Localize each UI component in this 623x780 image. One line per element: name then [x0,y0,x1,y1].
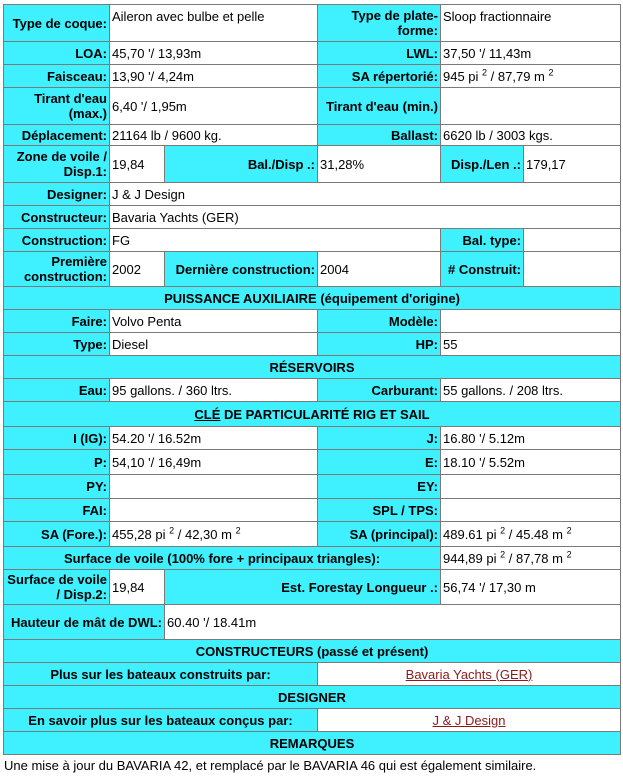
loa-value: 45,70 '/ 13,93m [109,41,318,65]
displacement-value: 21164 lb / 9600 kg. [109,124,318,146]
sail-area-total-value: 944,89 pi $^2$ / 87,78 m $^2$ [440,546,621,570]
hp-value: 55 [440,332,621,356]
designer-more-cell [317,708,621,732]
builder-label: Constructeur: [3,205,110,229]
water-label: Eau: [3,378,110,402]
sa-disp1-value: 19,84 [109,145,165,183]
construction-value: FG [109,228,441,252]
hull-type-value: Aileron avec bulbe et pelle [109,4,318,42]
draft-min-label: Tirant d'eau (min.) [317,87,441,125]
sa-fore-value: 455,28 pi $^2$ / 42,30 m $^2$ [109,521,318,547]
j-value: 16.80 '/ 5.12m [440,426,621,450]
disp-len-label: Disp./Len .: [440,145,524,183]
i-ig-value: 54.20 '/ 16.52m [109,426,441,450]
designer-value: J & J Design [109,182,621,206]
draft-max-label: Tirant d'eau (max.) [3,87,110,125]
e-value: 18.10 '/ 5.52m [440,449,621,475]
sa-main-label: SA (principal): [317,521,441,547]
remarks-header: REMARQUES [3,731,621,755]
aux-power-header: PUISSANCE AUXILIAIRE (équipement d'origine) [3,286,621,310]
spl-tps-label: SPL / TPS: [317,498,441,522]
last-built-label: Dernière construction: [164,251,318,287]
draft-min-value [440,87,621,125]
num-built-value [523,251,621,287]
py-label: PY: [3,474,110,499]
lwl-value: 37,50 '/ 11,43m [440,41,621,65]
sa-main-value: 489.61 pi $^2$ / 45.48 m $^2$ [440,521,621,547]
p-label: P: [3,449,110,475]
disp-len-value: 179,17 [523,145,621,183]
bal-type-label: Bal. type: [440,228,524,252]
forestay-value: 56,74 '/ 17,30 m [440,569,621,605]
draft-max-value: 6,40 '/ 1,95m [109,87,318,125]
water-value: 95 gallons. / 360 ltrs. [109,378,318,402]
builders-header: CONSTRUCTEURS (passé et présent) [3,639,621,663]
hull-type-label: Type de coque: [3,4,110,42]
bal-type-value [523,228,621,252]
j-label: J: [317,426,441,450]
platform-type-value: Sloop fractionnaire [440,4,621,42]
ballast-label: Ballast: [317,124,441,146]
rig-sail-header: CLÉ DE PARTICULARITÉ RIG ET SAIL [3,401,621,427]
builders-more-label: Plus sur les bateaux construits par: [3,662,318,686]
beam-value: 13,90 '/ 4,24m [109,64,318,88]
builder-link[interactable]: Bavaria Yachts (GER) [405,666,533,682]
hp-label: HP: [317,332,441,356]
fuel-value: 55 gallons. / 208 ltrs. [440,378,621,402]
make-label: Faire: [3,309,110,333]
designer-label: Designer: [3,182,110,206]
sa-listed-label: SA répertorié: [317,64,441,88]
fai-label: FAI: [3,498,110,522]
rig-key-link[interactable]: CLÉ [194,406,221,422]
first-built-value: 2002 [109,251,165,287]
platform-type-label: Type de plate-forme: [317,4,441,42]
sa-listed-value: 945 pi $^2$ / 87,79 m $^2$ [440,64,621,88]
mast-height-value: 60.40 '/ 18.41m [164,604,621,640]
ey-label: EY: [317,474,441,499]
mast-height-label: Hauteur de mât de DWL: [3,604,165,640]
model-value [440,309,621,333]
beam-label: Faisceau: [3,64,110,88]
ey-value [440,474,621,499]
ballast-value: 6620 lb / 3003 kgs. [440,124,621,146]
engine-type-label: Type: [3,332,110,356]
bal-disp-label: Bal./Disp .: [164,145,318,183]
i-ig-label: I (IG): [3,426,110,450]
make-value: Volvo Penta [109,309,441,333]
loa-label: LOA: [3,41,110,65]
e-label: E: [317,449,441,475]
bal-disp-value: 31,28% [317,145,441,183]
sa-disp2-label: Surface de voile / Disp.2: [3,569,110,605]
num-built-label: # Construit: [440,251,524,287]
fuel-label: Carburant: [317,378,441,402]
builder-value: Bavaria Yachts (GER) [109,205,621,229]
construction-label: Construction: [3,228,110,252]
designer-more-label: En savoir plus sur les bateaux conçus par: [3,708,318,732]
sail-area-total-label: Surface de voile (100% fore + principaux triangles): [3,546,441,570]
remarks-text: Une mise à jour du BAVARIA 42, et remplacé par le BAVARIA 46 qui est également similaire. [4,758,537,773]
engine-type-value: Diesel [109,332,318,356]
sa-fore-label: SA (Fore.): [3,521,110,547]
designer-header: DESIGNER [3,685,621,709]
sa-disp2-value: 19,84 [109,569,165,605]
lwl-label: LWL: [317,41,441,65]
p-value: 54,10 '/ 16,49m [109,449,441,475]
last-built-value: 2004 [317,251,441,287]
model-label: Modèle: [317,309,441,333]
sa-disp1-label: Zone de voile / Disp.1: [3,145,110,183]
designer-link[interactable]: J & J Design [432,712,506,728]
builders-more-cell [317,662,621,686]
tanks-header: RÉSERVOIRS [3,355,621,379]
first-built-label: Première construction: [3,251,110,287]
displacement-label: Déplacement: [3,124,110,146]
forestay-label: Est. Forestay Longueur .: [164,569,441,605]
spl-tps-value [440,498,621,522]
